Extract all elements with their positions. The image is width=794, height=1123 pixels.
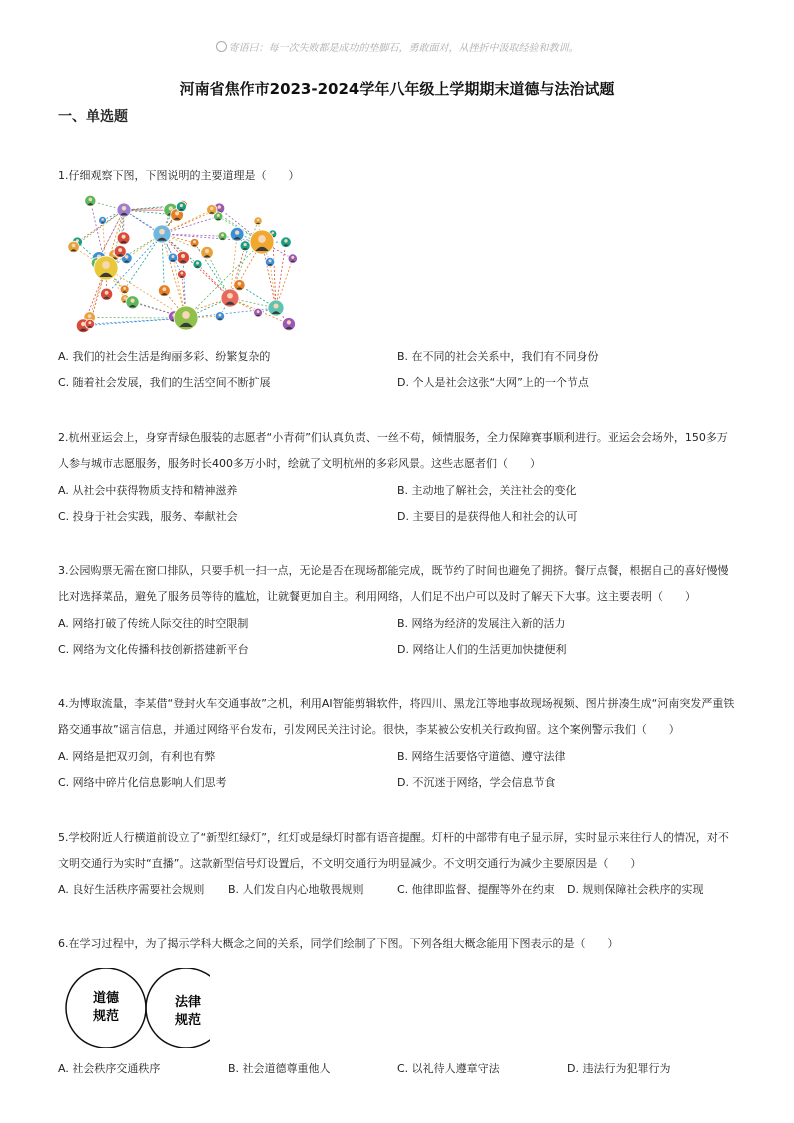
venn-right-line2: 规范 — [174, 1013, 202, 1028]
q3-option-b[interactable]: B. 网络为经济的发展注入新的活力 — [397, 617, 566, 630]
q6-option-a[interactable]: A. 社会秩序交通秩序 — [58, 1062, 161, 1075]
question-6-stem: 6.在学习过程中，为了揭示学科大概念之间的关系，同学们绘制了下图。下列各组大概念能用下图表示的是（ ） — [58, 937, 619, 950]
venn-right-line1: 法律 — [174, 995, 202, 1010]
person-head-icon — [291, 256, 294, 259]
person-head-icon — [88, 314, 92, 318]
person-head-icon — [159, 229, 165, 235]
person-head-icon — [175, 211, 179, 215]
person-head-icon — [102, 261, 110, 269]
person-head-icon — [257, 310, 260, 313]
venn-left-line2: 规范 — [92, 1009, 120, 1024]
question-3-stem: 3.公园购票无需在窗口排队，只要手机一扫一点，无论是否在现场都能完成，既节约了时间也避免了拥挤。餐厅点餐，根据自己的喜好慢慢比对选择菜品，避免了服务员等待的尴尬，让就餐更加自主。利用网络，人们足不出户可以及时了解天下大事。这主要表明（ ） — [58, 564, 729, 603]
q1-option-b[interactable]: B. 在不同的社会关系中，我们有不同身份 — [397, 350, 599, 363]
person-head-icon — [89, 198, 93, 202]
person-head-icon — [105, 291, 109, 295]
q2-option-c[interactable]: C. 投身于社会实践，服务、奉献社会 — [58, 510, 238, 523]
q4-option-d[interactable]: D. 不沉迷于网络，学会信息节食 — [397, 776, 556, 789]
q1-option-d[interactable]: D. 个人是社会这张“大网”上的一个节点 — [397, 376, 589, 389]
q4-option-c[interactable]: C. 网络中碎片化信息影响人们思考 — [58, 776, 227, 789]
social-network-figure — [62, 190, 306, 340]
person-head-icon — [169, 206, 173, 210]
q2-option-d[interactable]: D. 主要目的是获得他人和社会的认可 — [397, 510, 578, 523]
venn-left-circle — [66, 968, 146, 1048]
person-head-icon — [273, 303, 278, 308]
person-head-icon — [227, 293, 233, 299]
person-head-icon — [180, 272, 183, 275]
question-2-stem: 2.杭州亚运会上，身穿青绿色服装的志愿者“小青荷”们认真负责、一丝不苟，倾情服务，全力保障赛事顺利进行。亚运会会场外，150多万人参与城市志愿服务，服务时长400多万小时，绘就了文明杭州的多彩风景。这些志愿者们（ ） — [58, 431, 728, 470]
q1-option-a[interactable]: A. 我们的社会生活是绚丽多彩、纷繁复杂的 — [58, 350, 271, 363]
q4-option-b[interactable]: B. 网络生活要恪守道德、遵守法律 — [397, 750, 566, 763]
q2-option-a[interactable]: A. 从社会中获得物质支持和精神滋养 — [58, 484, 238, 497]
person-head-icon — [238, 282, 242, 286]
q5-option-d[interactable]: D. 规则保障社会秩序的实现 — [567, 883, 704, 896]
person-head-icon — [122, 235, 126, 239]
person-head-icon — [88, 321, 91, 324]
person-head-icon — [258, 235, 266, 243]
network-link — [186, 242, 262, 318]
person-head-icon — [257, 219, 260, 222]
q2-option-b[interactable]: B. 主动地了解社会，关注社会的变化 — [397, 484, 577, 497]
person-head-icon — [72, 244, 76, 248]
question-1-stem: 1.仔细观察下图，下图说明的主要道理是（ ） — [58, 169, 300, 182]
person-head-icon — [101, 218, 104, 221]
q3-option-c[interactable]: C. 网络为文化传播科技创新搭建新平台 — [58, 643, 249, 656]
person-head-icon — [130, 299, 134, 303]
person-head-icon — [122, 206, 126, 210]
q6-option-c[interactable]: C. 以礼待人遵章守法 — [397, 1062, 500, 1075]
motto-text: 寄语曰：每一次失败都是成功的垫脚石，勇敢面对，从挫折中汲取经验和教训。 — [228, 43, 579, 54]
person-head-icon — [243, 243, 246, 246]
person-head-icon — [221, 234, 224, 237]
q5-option-c[interactable]: C. 他律即监督、提醒等外在约束 — [397, 883, 555, 896]
page-motto — [0, 39, 794, 54]
person-head-icon — [193, 240, 196, 243]
person-head-icon — [271, 232, 274, 235]
person-head-icon — [287, 320, 291, 324]
person-head-icon — [171, 255, 174, 258]
smiley-icon — [216, 41, 227, 52]
person-head-icon — [205, 249, 209, 253]
q5-option-b[interactable]: B. 人们发自内心地敬畏规则 — [228, 883, 364, 896]
document-title: 河南省焦作市2023-2024学年八年级上学期期末道德与法治试题 — [179, 80, 615, 98]
person-head-icon — [181, 254, 185, 258]
venn-diagram-figure — [60, 968, 210, 1048]
question-5-stem: 5.学校附近人行横道前设立了“新型红绿灯”，红灯或是绿灯时都有语音提醒。灯杆的中部带有电子显示屏，实时显示来往行人的情况，对不文明交通行为实时“直播”。这款新型信号灯设置后，不文明交通行为明显减少。不文明交通行为减少主要原因是（ ） — [58, 831, 729, 870]
q1-option-c[interactable]: C. 随着社会发展，我们的生活空间不断扩展 — [58, 376, 271, 389]
person-head-icon — [235, 230, 239, 234]
person-head-icon — [182, 311, 190, 319]
venn-left-line1: 道德 — [92, 991, 120, 1006]
q5-option-a[interactable]: A. 良好生活秩序需要社会规则 — [58, 883, 205, 896]
person-head-icon — [123, 287, 126, 290]
q6-option-b[interactable]: B. 社会道德尊重他人 — [228, 1062, 331, 1075]
person-head-icon — [124, 297, 127, 300]
q6-option-d[interactable]: D. 违法行为犯罪行为 — [567, 1062, 671, 1075]
question-4-stem: 4.为博取流量，李某借“登封火车交通事故”之机，利用AI智能剪辑软件，将四川、黑龙江等地事故现场视频、图片拼凑生成“河南突发严重铁路交通事故”谣言信息，并通过网络平台发布，引发网民关注讨论。很快，李某被公安机关行政拘留。这个案例警示我们（ ） — [58, 697, 735, 736]
person-head-icon — [125, 255, 129, 259]
person-head-icon — [180, 204, 183, 207]
q3-option-d[interactable]: D. 网络让人们的生活更加快捷便利 — [397, 643, 567, 656]
person-head-icon — [218, 314, 221, 317]
section-heading: 一、单选题 — [58, 109, 128, 125]
person-head-icon — [269, 259, 272, 262]
person-head-icon — [218, 205, 222, 209]
person-head-icon — [162, 287, 166, 291]
person-head-icon — [284, 239, 287, 242]
person-head-icon — [196, 262, 199, 265]
person-head-icon — [118, 248, 122, 252]
person-head-icon — [210, 207, 213, 210]
q3-option-a[interactable]: A. 网络打破了传统人际交往的时空限制 — [58, 617, 249, 630]
q4-option-a[interactable]: A. 网络是把双刃剑，有利也有弊 — [58, 750, 216, 763]
person-head-icon — [217, 214, 220, 217]
